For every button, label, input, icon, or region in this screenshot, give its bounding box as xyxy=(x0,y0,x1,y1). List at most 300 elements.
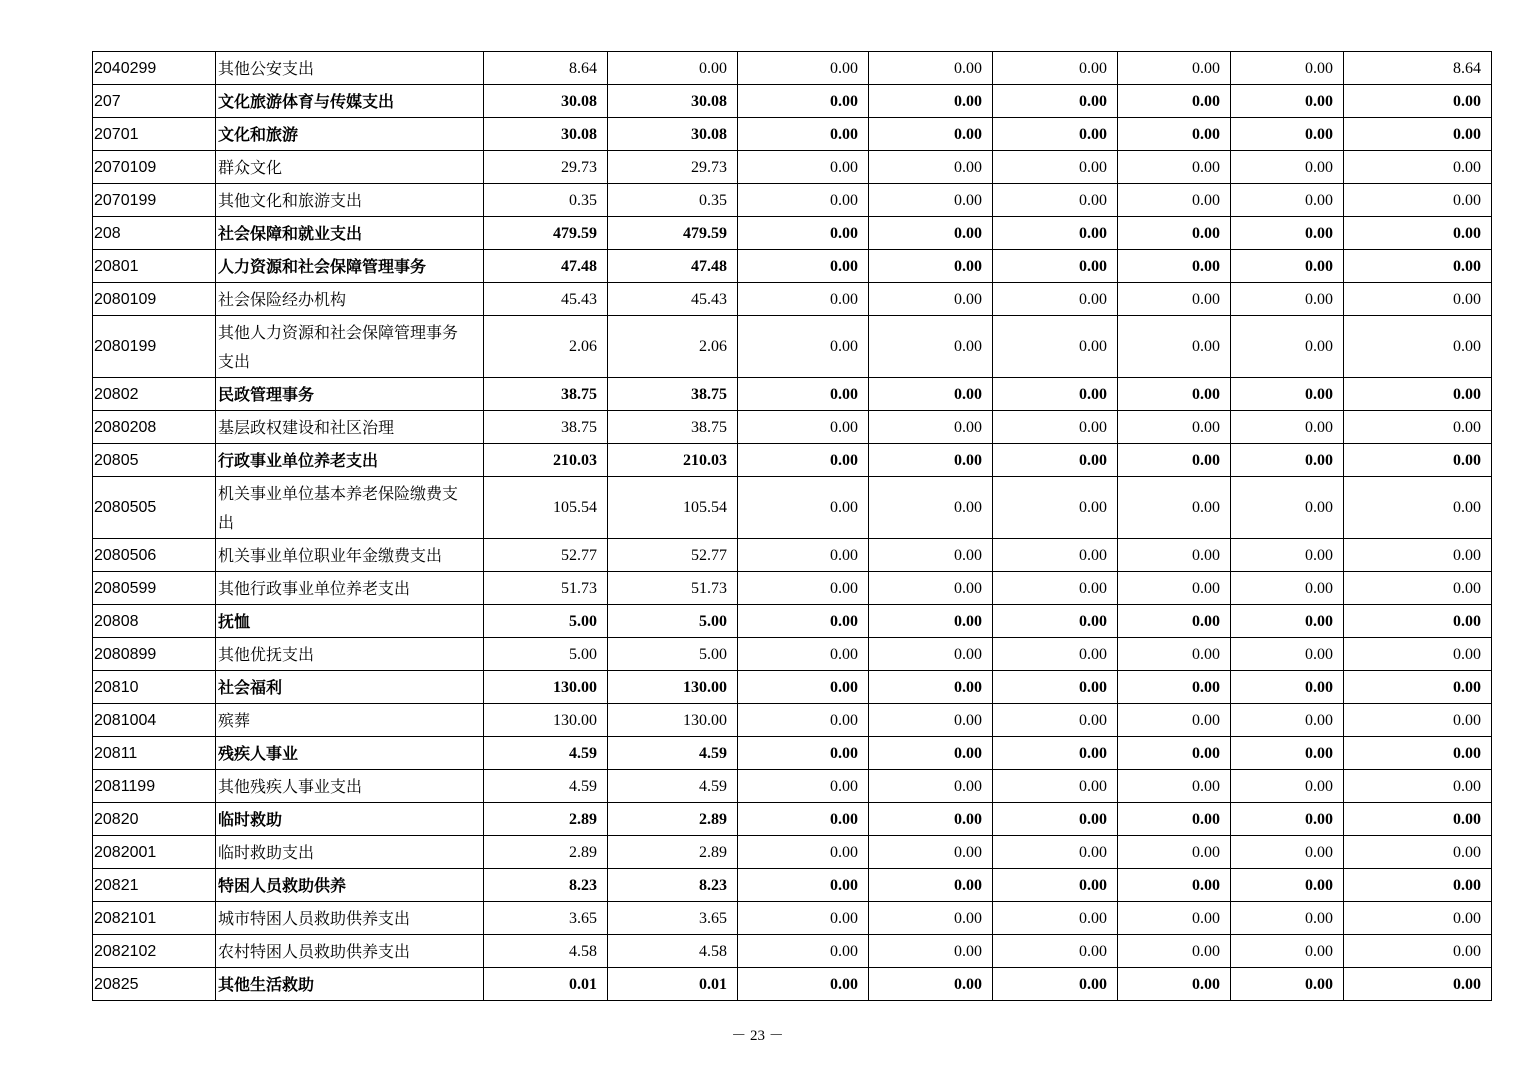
amount-cell: 0.35 xyxy=(484,184,608,217)
amount-cell: 0.00 xyxy=(869,968,993,1001)
amount-cell: 0.00 xyxy=(1231,638,1344,671)
subject-code-cell: 20810 xyxy=(93,671,216,704)
amount-cell: 0.00 xyxy=(1231,217,1344,250)
amount-cell: 0.00 xyxy=(993,902,1118,935)
amount-cell: 0.00 xyxy=(738,737,869,770)
amount-cell: 0.00 xyxy=(993,411,1118,444)
amount-cell: 0.00 xyxy=(1231,52,1344,85)
amount-cell: 0.00 xyxy=(1344,572,1492,605)
table-row xyxy=(93,378,1492,411)
amount-cell: 0.00 xyxy=(1344,283,1492,316)
amount-cell: 0.00 xyxy=(738,283,869,316)
amount-cell: 0.00 xyxy=(1344,638,1492,671)
amount-cell: 0.00 xyxy=(1118,184,1231,217)
amount-cell: 0.00 xyxy=(738,184,869,217)
amount-cell: 0.00 xyxy=(869,217,993,250)
amount-cell: 5.00 xyxy=(608,605,738,638)
amount-cell: 30.08 xyxy=(608,85,738,118)
amount-cell: 0.00 xyxy=(1118,118,1231,151)
amount-cell: 130.00 xyxy=(484,704,608,737)
amount-cell: 45.43 xyxy=(484,283,608,316)
amount-cell: 0.00 xyxy=(1231,539,1344,572)
subject-name-cell: 机关事业单位职业年金缴费支出 xyxy=(216,539,484,572)
amount-cell: 0.00 xyxy=(1344,217,1492,250)
table-body xyxy=(93,52,1492,1001)
amount-cell: 0.00 xyxy=(1231,902,1344,935)
subject-code-cell: 2080599 xyxy=(93,572,216,605)
subject-name-cell: 残疾人事业 xyxy=(216,737,484,770)
amount-cell: 130.00 xyxy=(608,671,738,704)
amount-cell: 8.23 xyxy=(484,869,608,902)
amount-cell: 0.00 xyxy=(869,52,993,85)
amount-cell: 0.00 xyxy=(1231,411,1344,444)
amount-cell: 479.59 xyxy=(608,217,738,250)
amount-cell: 130.00 xyxy=(484,671,608,704)
amount-cell: 38.75 xyxy=(608,411,738,444)
amount-cell: 0.00 xyxy=(1231,378,1344,411)
amount-cell: 0.00 xyxy=(1344,968,1492,1001)
amount-cell: 52.77 xyxy=(484,539,608,572)
amount-cell: 0.00 xyxy=(1344,836,1492,869)
subject-name-cell: 人力资源和社会保障管理事务 xyxy=(216,250,484,283)
amount-cell: 0.00 xyxy=(869,638,993,671)
amount-cell: 0.00 xyxy=(993,572,1118,605)
table-row xyxy=(93,968,1492,1001)
amount-cell: 45.43 xyxy=(608,283,738,316)
subject-name-cell: 其他优抚支出 xyxy=(216,638,484,671)
amount-cell: 0.00 xyxy=(1118,250,1231,283)
amount-cell: 5.00 xyxy=(484,605,608,638)
amount-cell: 0.00 xyxy=(738,411,869,444)
amount-cell: 0.00 xyxy=(869,316,993,378)
amount-cell: 0.00 xyxy=(869,869,993,902)
amount-cell: 0.00 xyxy=(1344,184,1492,217)
subject-name-cell: 机关事业单位基本养老保险缴费支出 xyxy=(216,477,484,539)
table-row xyxy=(93,444,1492,477)
amount-cell: 0.00 xyxy=(993,184,1118,217)
amount-cell: 0.00 xyxy=(1118,316,1231,378)
table-row xyxy=(93,316,1492,378)
amount-cell: 0.00 xyxy=(1344,671,1492,704)
subject-code-cell: 2080208 xyxy=(93,411,216,444)
amount-cell: 0.00 xyxy=(1118,52,1231,85)
amount-cell: 52.77 xyxy=(608,539,738,572)
amount-cell: 0.00 xyxy=(1231,184,1344,217)
amount-cell: 0.00 xyxy=(1118,85,1231,118)
table-row xyxy=(93,151,1492,184)
amount-cell: 0.00 xyxy=(1118,217,1231,250)
amount-cell: 0.00 xyxy=(738,572,869,605)
table-row xyxy=(93,411,1492,444)
subject-code-cell: 2082001 xyxy=(93,836,216,869)
amount-cell: 0.00 xyxy=(869,118,993,151)
table-row xyxy=(93,704,1492,737)
amount-cell: 0.00 xyxy=(738,869,869,902)
amount-cell: 0.00 xyxy=(1231,151,1344,184)
amount-cell: 0.00 xyxy=(1118,803,1231,836)
amount-cell: 0.00 xyxy=(993,770,1118,803)
subject-code-cell: 2070109 xyxy=(93,151,216,184)
amount-cell: 8.23 xyxy=(608,869,738,902)
amount-cell: 0.00 xyxy=(1118,770,1231,803)
amount-cell: 0.00 xyxy=(1118,638,1231,671)
amount-cell: 0.00 xyxy=(1344,250,1492,283)
subject-code-cell: 2080506 xyxy=(93,539,216,572)
subject-name-cell: 其他生活救助 xyxy=(216,968,484,1001)
amount-cell: 0.00 xyxy=(1118,704,1231,737)
amount-cell: 0.00 xyxy=(1231,85,1344,118)
amount-cell: 0.00 xyxy=(869,737,993,770)
table-row xyxy=(93,638,1492,671)
amount-cell: 8.64 xyxy=(484,52,608,85)
amount-cell: 2.89 xyxy=(608,803,738,836)
amount-cell: 0.00 xyxy=(993,671,1118,704)
subject-name-cell: 民政管理事务 xyxy=(216,378,484,411)
amount-cell: 0.00 xyxy=(1118,605,1231,638)
amount-cell: 0.00 xyxy=(1118,737,1231,770)
amount-cell: 0.00 xyxy=(738,704,869,737)
amount-cell: 0.00 xyxy=(1118,572,1231,605)
amount-cell: 0.00 xyxy=(1231,605,1344,638)
amount-cell: 0.00 xyxy=(738,85,869,118)
subject-code-cell: 20825 xyxy=(93,968,216,1001)
amount-cell: 479.59 xyxy=(484,217,608,250)
amount-cell: 0.00 xyxy=(1231,770,1344,803)
amount-cell: 4.59 xyxy=(484,737,608,770)
amount-cell: 0.00 xyxy=(869,378,993,411)
amount-cell: 0.01 xyxy=(484,968,608,1001)
amount-cell: 0.00 xyxy=(1344,378,1492,411)
table-row xyxy=(93,118,1492,151)
amount-cell: 0.00 xyxy=(993,250,1118,283)
amount-cell: 0.00 xyxy=(1344,85,1492,118)
subject-code-cell: 208 xyxy=(93,217,216,250)
amount-cell: 0.00 xyxy=(1344,902,1492,935)
amount-cell: 0.00 xyxy=(869,283,993,316)
amount-cell: 47.48 xyxy=(484,250,608,283)
amount-cell: 0.00 xyxy=(1231,935,1344,968)
amount-cell: 0.00 xyxy=(1118,902,1231,935)
table-row xyxy=(93,803,1492,836)
amount-cell: 0.00 xyxy=(608,52,738,85)
amount-cell: 105.54 xyxy=(608,477,738,539)
amount-cell: 3.65 xyxy=(484,902,608,935)
subject-name-cell: 群众文化 xyxy=(216,151,484,184)
table-row xyxy=(93,836,1492,869)
amount-cell: 0.00 xyxy=(738,151,869,184)
amount-cell: 0.00 xyxy=(869,250,993,283)
subject-code-cell: 207 xyxy=(93,85,216,118)
amount-cell: 0.00 xyxy=(1344,316,1492,378)
amount-cell: 0.00 xyxy=(1231,444,1344,477)
amount-cell: 2.06 xyxy=(484,316,608,378)
amount-cell: 0.00 xyxy=(1118,477,1231,539)
amount-cell: 0.00 xyxy=(993,869,1118,902)
amount-cell: 0.00 xyxy=(1344,869,1492,902)
subject-name-cell: 农村特困人员救助供养支出 xyxy=(216,935,484,968)
amount-cell: 38.75 xyxy=(484,411,608,444)
subject-code-cell: 2080109 xyxy=(93,283,216,316)
table-row xyxy=(93,869,1492,902)
amount-cell: 0.00 xyxy=(1344,444,1492,477)
subject-name-cell: 社会保障和就业支出 xyxy=(216,217,484,250)
budget-expenditure-table xyxy=(92,51,1492,1001)
amount-cell: 0.00 xyxy=(1344,411,1492,444)
subject-code-cell: 2080899 xyxy=(93,638,216,671)
amount-cell: 0.00 xyxy=(1231,869,1344,902)
subject-name-cell: 城市特困人员救助供养支出 xyxy=(216,902,484,935)
subject-code-cell: 2080505 xyxy=(93,477,216,539)
amount-cell: 51.73 xyxy=(484,572,608,605)
amount-cell: 0.00 xyxy=(993,283,1118,316)
amount-cell: 0.00 xyxy=(738,477,869,539)
subject-code-cell: 2070199 xyxy=(93,184,216,217)
amount-cell: 0.00 xyxy=(1118,539,1231,572)
amount-cell: 0.00 xyxy=(1231,968,1344,1001)
amount-cell: 0.00 xyxy=(1118,283,1231,316)
subject-code-cell: 2082102 xyxy=(93,935,216,968)
amount-cell: 2.06 xyxy=(608,316,738,378)
subject-name-cell: 特困人员救助供养 xyxy=(216,869,484,902)
amount-cell: 0.00 xyxy=(1231,316,1344,378)
amount-cell: 0.00 xyxy=(738,638,869,671)
amount-cell: 105.54 xyxy=(484,477,608,539)
subject-name-cell: 其他公安支出 xyxy=(216,52,484,85)
amount-cell: 0.00 xyxy=(738,836,869,869)
amount-cell: 0.00 xyxy=(738,217,869,250)
table-row xyxy=(93,85,1492,118)
amount-cell: 4.58 xyxy=(608,935,738,968)
amount-cell: 0.00 xyxy=(993,444,1118,477)
amount-cell: 210.03 xyxy=(484,444,608,477)
amount-cell: 0.00 xyxy=(1344,605,1492,638)
subject-name-cell: 临时救助 xyxy=(216,803,484,836)
amount-cell: 0.00 xyxy=(1118,151,1231,184)
table-row xyxy=(93,572,1492,605)
amount-cell: 0.00 xyxy=(1231,737,1344,770)
amount-cell: 0.00 xyxy=(1344,803,1492,836)
table-row xyxy=(93,52,1492,85)
table-row xyxy=(93,539,1492,572)
amount-cell: 0.00 xyxy=(1118,671,1231,704)
amount-cell: 0.00 xyxy=(1344,737,1492,770)
subject-code-cell: 2040299 xyxy=(93,52,216,85)
amount-cell: 0.00 xyxy=(1231,704,1344,737)
amount-cell: 0.00 xyxy=(993,935,1118,968)
subject-code-cell: 20802 xyxy=(93,378,216,411)
amount-cell: 4.59 xyxy=(608,737,738,770)
subject-code-cell: 2080199 xyxy=(93,316,216,378)
amount-cell: 4.58 xyxy=(484,935,608,968)
page-number: － 23 － xyxy=(731,1028,784,1044)
table-row xyxy=(93,902,1492,935)
amount-cell: 0.00 xyxy=(738,671,869,704)
amount-cell: 0.00 xyxy=(993,217,1118,250)
amount-cell: 0.00 xyxy=(869,151,993,184)
amount-cell: 5.00 xyxy=(484,638,608,671)
amount-cell: 0.00 xyxy=(1118,935,1231,968)
amount-cell: 38.75 xyxy=(608,378,738,411)
subject-name-cell: 社会福利 xyxy=(216,671,484,704)
table-row xyxy=(93,283,1492,316)
amount-cell: 0.00 xyxy=(738,902,869,935)
amount-cell: 0.00 xyxy=(738,539,869,572)
amount-cell: 0.00 xyxy=(869,85,993,118)
subject-code-cell: 2081004 xyxy=(93,704,216,737)
amount-cell: 4.59 xyxy=(608,770,738,803)
amount-cell: 0.00 xyxy=(1118,869,1231,902)
amount-cell: 0.00 xyxy=(1344,935,1492,968)
amount-cell: 30.08 xyxy=(484,85,608,118)
subject-name-cell: 其他人力资源和社会保障管理事务支出 xyxy=(216,316,484,378)
subject-code-cell: 20805 xyxy=(93,444,216,477)
amount-cell: 47.48 xyxy=(608,250,738,283)
amount-cell: 30.08 xyxy=(484,118,608,151)
amount-cell: 38.75 xyxy=(484,378,608,411)
amount-cell: 0.00 xyxy=(869,411,993,444)
amount-cell: 0.00 xyxy=(738,803,869,836)
amount-cell: 0.00 xyxy=(993,85,1118,118)
subject-name-cell: 临时救助支出 xyxy=(216,836,484,869)
table-row xyxy=(93,250,1492,283)
amount-cell: 0.00 xyxy=(993,803,1118,836)
table-row xyxy=(93,671,1492,704)
subject-name-cell: 殡葬 xyxy=(216,704,484,737)
amount-cell: 0.00 xyxy=(738,770,869,803)
amount-cell: 3.65 xyxy=(608,902,738,935)
amount-cell: 0.00 xyxy=(993,704,1118,737)
amount-cell: 0.00 xyxy=(993,151,1118,184)
amount-cell: 0.00 xyxy=(1344,770,1492,803)
amount-cell: 0.00 xyxy=(869,184,993,217)
subject-name-cell: 基层政权建设和社区治理 xyxy=(216,411,484,444)
amount-cell: 0.00 xyxy=(869,902,993,935)
table-row xyxy=(93,477,1492,539)
amount-cell: 2.89 xyxy=(608,836,738,869)
amount-cell: 0.00 xyxy=(869,836,993,869)
amount-cell: 0.00 xyxy=(869,671,993,704)
subject-code-cell: 2081199 xyxy=(93,770,216,803)
amount-cell: 29.73 xyxy=(484,151,608,184)
amount-cell: 0.00 xyxy=(1118,968,1231,1001)
table-row xyxy=(93,605,1492,638)
table-row xyxy=(93,184,1492,217)
amount-cell: 0.00 xyxy=(993,836,1118,869)
table-row xyxy=(93,737,1492,770)
subject-name-cell: 其他残疾人事业支出 xyxy=(216,770,484,803)
amount-cell: 0.00 xyxy=(869,803,993,836)
amount-cell: 0.00 xyxy=(1344,118,1492,151)
amount-cell: 0.00 xyxy=(738,605,869,638)
amount-cell: 0.00 xyxy=(993,539,1118,572)
amount-cell: 0.00 xyxy=(1231,250,1344,283)
amount-cell: 2.89 xyxy=(484,836,608,869)
subject-name-cell: 社会保险经办机构 xyxy=(216,283,484,316)
amount-cell: 0.00 xyxy=(869,704,993,737)
amount-cell: 0.00 xyxy=(1118,378,1231,411)
amount-cell: 0.00 xyxy=(993,52,1118,85)
amount-cell: 0.00 xyxy=(1231,477,1344,539)
amount-cell: 0.00 xyxy=(1344,151,1492,184)
amount-cell: 0.00 xyxy=(993,316,1118,378)
amount-cell: 4.59 xyxy=(484,770,608,803)
subject-code-cell: 20808 xyxy=(93,605,216,638)
table-row xyxy=(93,770,1492,803)
amount-cell: 0.00 xyxy=(869,444,993,477)
amount-cell: 0.00 xyxy=(1118,836,1231,869)
subject-code-cell: 20811 xyxy=(93,737,216,770)
amount-cell: 0.00 xyxy=(993,638,1118,671)
amount-cell: 0.00 xyxy=(1231,572,1344,605)
amount-cell: 0.00 xyxy=(1231,803,1344,836)
amount-cell: 0.00 xyxy=(1118,444,1231,477)
amount-cell: 0.00 xyxy=(993,737,1118,770)
subject-code-cell: 2082101 xyxy=(93,902,216,935)
subject-name-cell: 其他行政事业单位养老支出 xyxy=(216,572,484,605)
amount-cell: 0.00 xyxy=(869,572,993,605)
amount-cell: 0.00 xyxy=(738,968,869,1001)
amount-cell: 29.73 xyxy=(608,151,738,184)
subject-code-cell: 20820 xyxy=(93,803,216,836)
amount-cell: 0.00 xyxy=(1344,477,1492,539)
table-row xyxy=(93,217,1492,250)
subject-name-cell: 文化和旅游 xyxy=(216,118,484,151)
amount-cell: 0.00 xyxy=(738,444,869,477)
amount-cell: 0.00 xyxy=(1118,411,1231,444)
amount-cell: 0.00 xyxy=(738,118,869,151)
amount-cell: 0.00 xyxy=(738,250,869,283)
amount-cell: 0.00 xyxy=(738,935,869,968)
subject-code-cell: 20801 xyxy=(93,250,216,283)
amount-cell: 0.00 xyxy=(993,477,1118,539)
subject-name-cell: 文化旅游体育与传媒支出 xyxy=(216,85,484,118)
amount-cell: 0.00 xyxy=(1344,704,1492,737)
amount-cell: 0.35 xyxy=(608,184,738,217)
amount-cell: 0.00 xyxy=(738,52,869,85)
amount-cell: 0.00 xyxy=(993,118,1118,151)
amount-cell: 0.00 xyxy=(1344,539,1492,572)
amount-cell: 0.00 xyxy=(738,378,869,411)
amount-cell: 0.00 xyxy=(869,605,993,638)
amount-cell: 0.00 xyxy=(1231,836,1344,869)
amount-cell: 0.00 xyxy=(993,605,1118,638)
amount-cell: 0.00 xyxy=(869,477,993,539)
table-row xyxy=(93,935,1492,968)
amount-cell: 210.03 xyxy=(608,444,738,477)
subject-code-cell: 20821 xyxy=(93,869,216,902)
amount-cell: 2.89 xyxy=(484,803,608,836)
subject-name-cell: 行政事业单位养老支出 xyxy=(216,444,484,477)
amount-cell: 0.00 xyxy=(869,935,993,968)
subject-name-cell: 抚恤 xyxy=(216,605,484,638)
amount-cell: 0.00 xyxy=(869,539,993,572)
amount-cell: 8.64 xyxy=(1344,52,1492,85)
amount-cell: 0.00 xyxy=(1231,118,1344,151)
amount-cell: 51.73 xyxy=(608,572,738,605)
amount-cell: 0.00 xyxy=(869,770,993,803)
amount-cell: 130.00 xyxy=(608,704,738,737)
amount-cell: 0.00 xyxy=(993,378,1118,411)
subject-name-cell: 其他文化和旅游支出 xyxy=(216,184,484,217)
amount-cell: 0.00 xyxy=(1231,671,1344,704)
subject-code-cell: 20701 xyxy=(93,118,216,151)
amount-cell: 0.00 xyxy=(738,316,869,378)
amount-cell: 0.01 xyxy=(608,968,738,1001)
amount-cell: 30.08 xyxy=(608,118,738,151)
amount-cell: 0.00 xyxy=(1231,283,1344,316)
amount-cell: 0.00 xyxy=(993,968,1118,1001)
amount-cell: 5.00 xyxy=(608,638,738,671)
